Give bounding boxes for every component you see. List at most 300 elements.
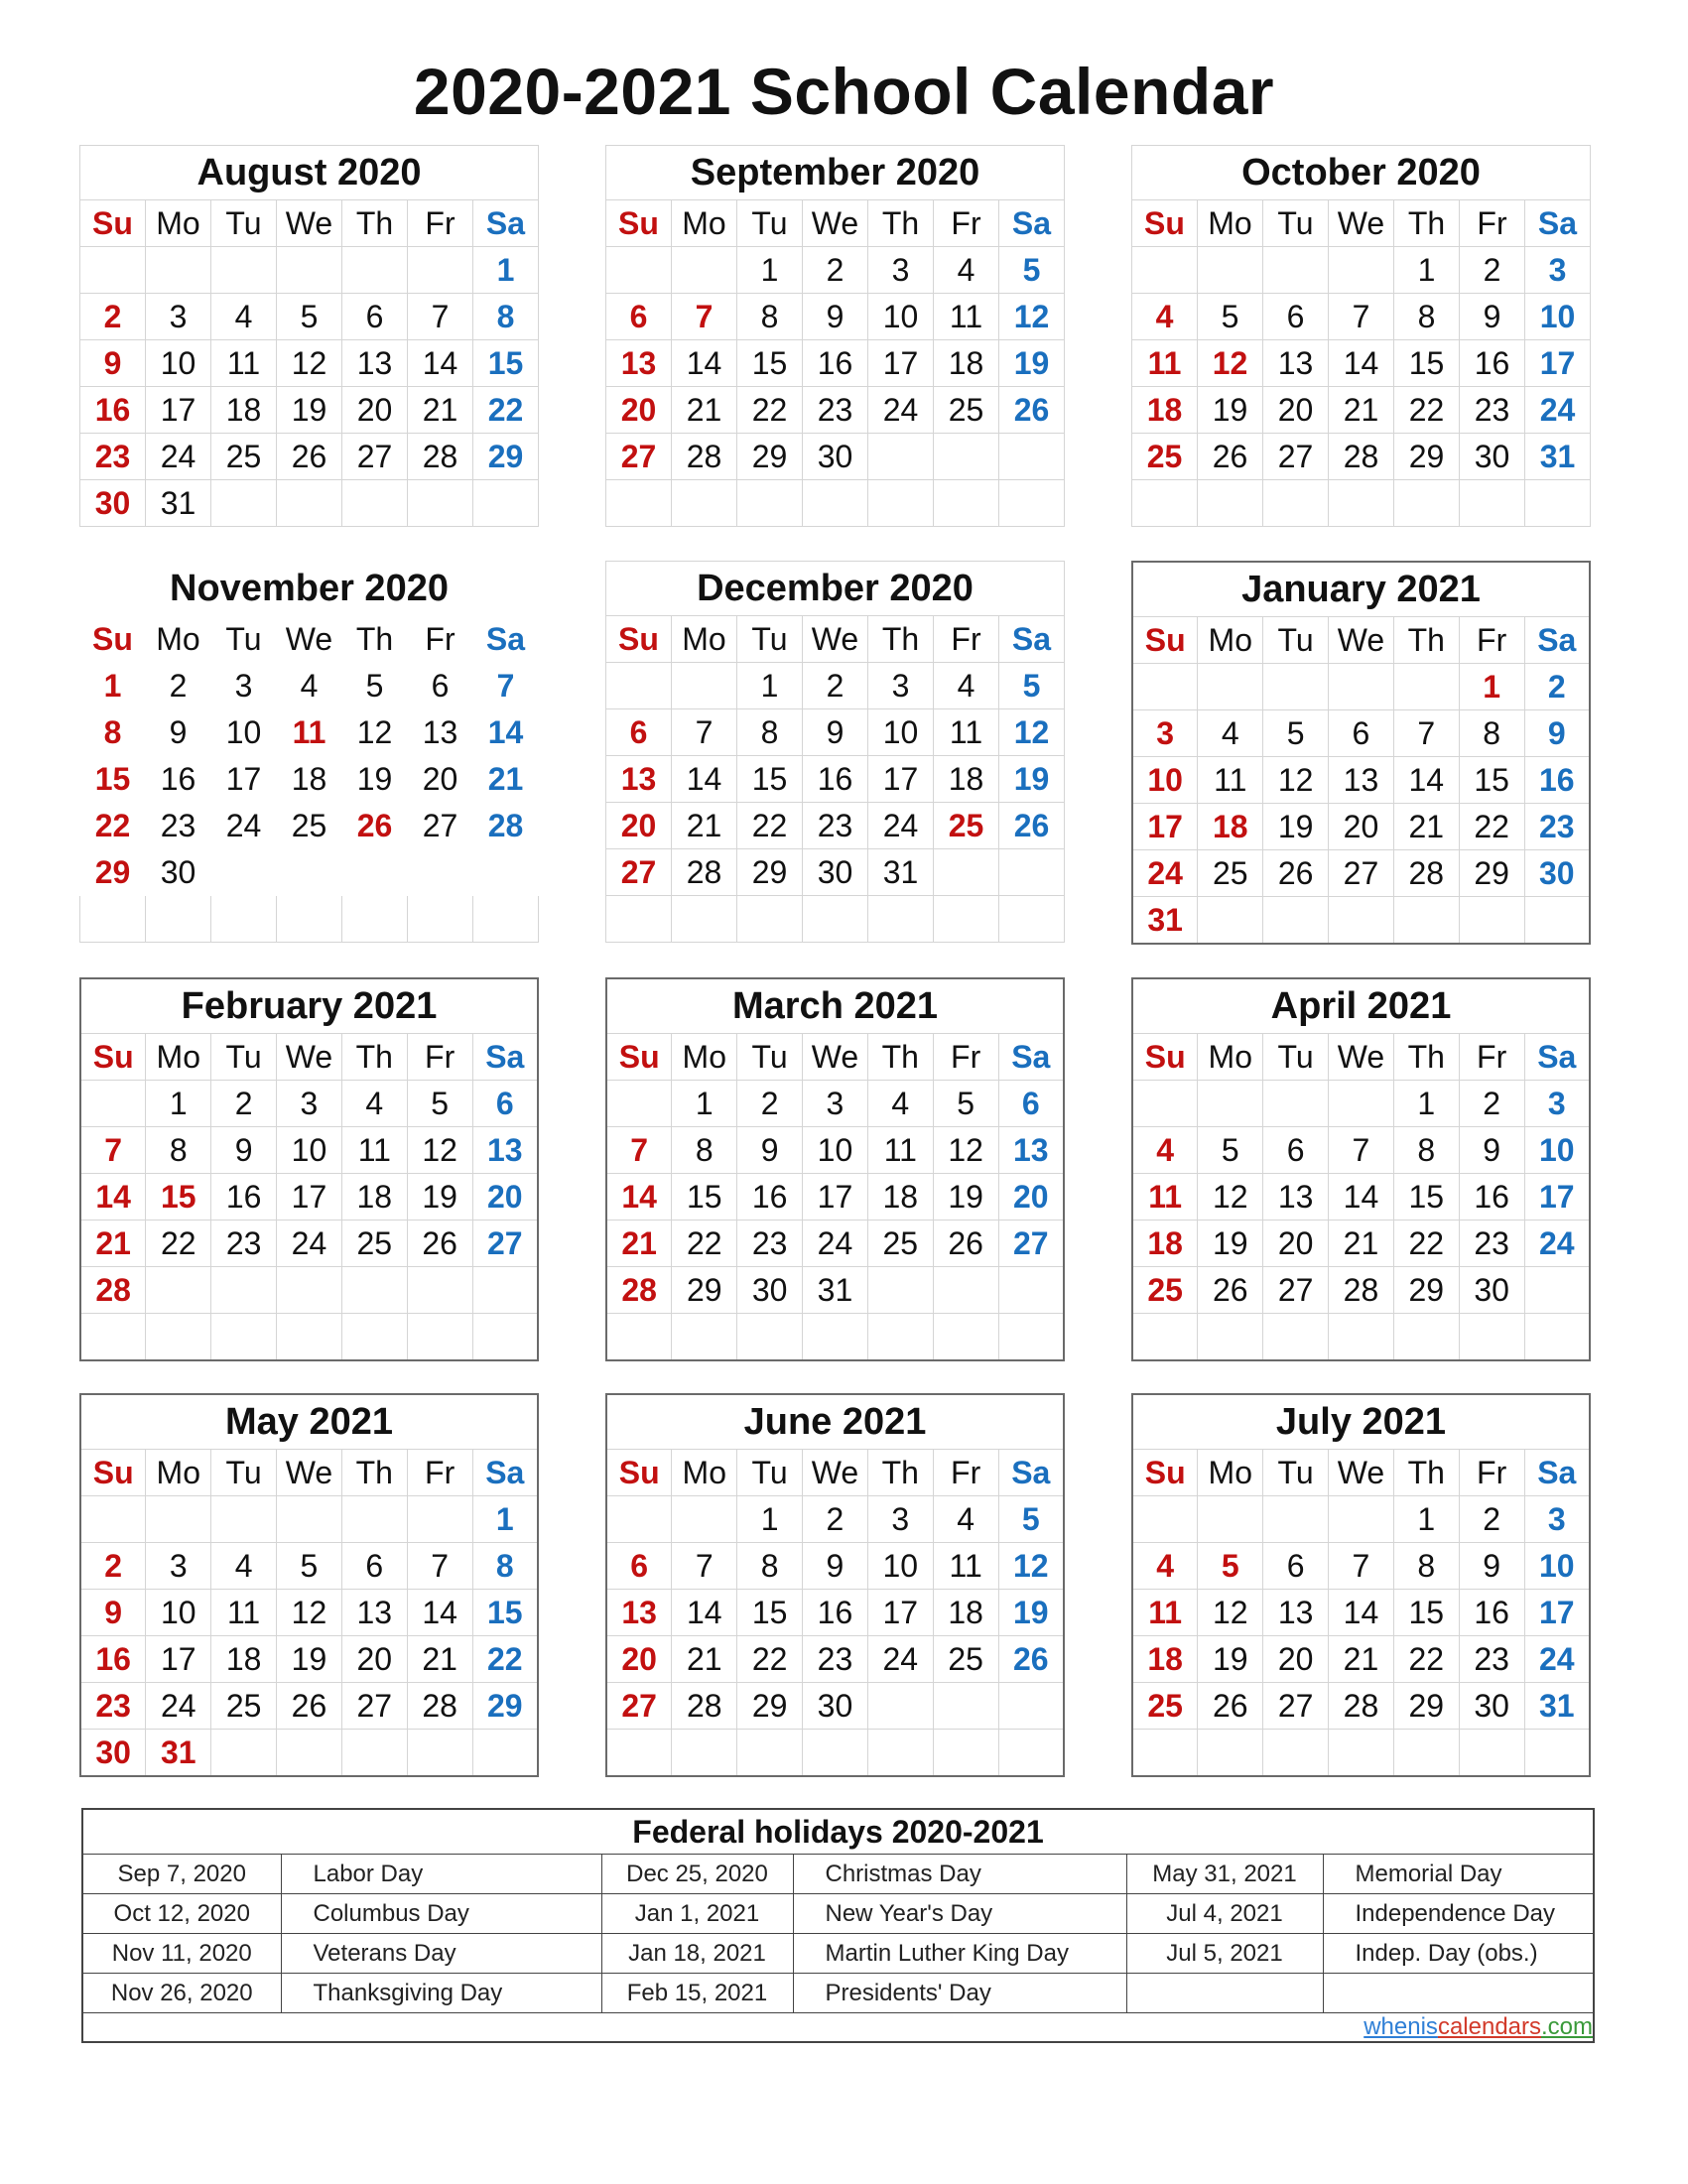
day-cell: 28 <box>1329 1683 1394 1730</box>
empty-day-cell <box>407 1267 472 1314</box>
day-cell: 4 <box>933 1496 998 1543</box>
day-cell: 3 <box>803 1081 868 1127</box>
weekday-header: Sa <box>472 1450 538 1496</box>
weekday-header: Mo <box>1198 617 1263 664</box>
day-cell: 29 <box>737 1683 803 1730</box>
empty-day-cell <box>342 480 408 527</box>
weekday-header: We <box>803 200 868 247</box>
holiday-name: Christmas Day <box>793 1855 1126 1894</box>
day-cell: 25 <box>1132 1267 1198 1314</box>
day-cell: 21 <box>473 756 539 803</box>
month-grid <box>605 145 1065 527</box>
day-cell: 21 <box>407 1636 472 1683</box>
weekday-header: Sa <box>473 200 539 247</box>
day-cell: 16 <box>1459 1590 1524 1636</box>
empty-day-cell <box>473 896 539 943</box>
day-cell: 23 <box>803 1636 868 1683</box>
day-cell: 5 <box>407 1081 472 1127</box>
empty-day-cell <box>1263 1314 1329 1361</box>
day-cell: 10 <box>868 294 934 340</box>
empty-day-cell <box>1459 1730 1524 1777</box>
day-cell: 3 <box>1525 247 1591 294</box>
month-calendar <box>79 561 539 936</box>
holiday-name: Columbus Day <box>281 1894 601 1934</box>
day-cell: 16 <box>737 1174 803 1220</box>
day-cell: 22 <box>672 1220 737 1267</box>
weekday-header: Th <box>1394 200 1460 247</box>
day-cell: 17 <box>803 1174 868 1220</box>
empty-day-cell <box>737 1730 803 1777</box>
month-title: November 2020 <box>80 562 539 616</box>
empty-day-cell <box>407 1314 472 1361</box>
empty-day-cell <box>408 480 473 527</box>
day-cell: 12 <box>1198 340 1263 387</box>
day-cell: 22 <box>146 1220 211 1267</box>
day-cell: 4 <box>1132 294 1198 340</box>
day-cell: 29 <box>1393 1267 1459 1314</box>
empty-day-cell <box>606 663 672 709</box>
day-cell: 9 <box>80 340 146 387</box>
day-cell: 30 <box>1459 1267 1524 1314</box>
weekday-header: Th <box>868 616 934 663</box>
weekday-header: We <box>277 616 342 663</box>
month-title: April 2021 <box>1132 978 1590 1034</box>
day-cell: 14 <box>672 1590 737 1636</box>
day-cell: 8 <box>737 294 803 340</box>
empty-day-cell <box>1329 247 1394 294</box>
empty-day-cell <box>1329 1730 1394 1777</box>
day-cell: 13 <box>606 756 672 803</box>
day-cell: 25 <box>934 387 999 434</box>
empty-day-cell <box>407 1496 472 1543</box>
day-cell: 27 <box>1329 850 1394 897</box>
empty-day-cell <box>1460 480 1525 527</box>
empty-day-cell <box>341 1496 407 1543</box>
empty-day-cell <box>672 896 737 943</box>
day-cell: 27 <box>606 1683 672 1730</box>
day-cell: 10 <box>146 340 211 387</box>
weekday-header: Su <box>80 1034 146 1081</box>
day-cell: 30 <box>803 849 868 896</box>
day-cell: 7 <box>473 663 539 709</box>
weekday-header: We <box>1329 1450 1394 1496</box>
day-cell: 22 <box>1394 387 1460 434</box>
day-cell: 26 <box>277 434 342 480</box>
day-cell: 1 <box>672 1081 737 1127</box>
day-cell: 2 <box>211 1081 277 1127</box>
day-cell: 1 <box>1394 247 1460 294</box>
holiday-row <box>82 1855 1594 1894</box>
day-cell: 26 <box>1263 850 1329 897</box>
empty-day-cell <box>672 247 737 294</box>
day-cell: 5 <box>999 663 1065 709</box>
empty-day-cell <box>737 480 803 527</box>
month-grid <box>79 1393 539 1777</box>
day-cell: 9 <box>80 1590 146 1636</box>
day-cell: 4 <box>1198 710 1263 757</box>
empty-day-cell <box>999 849 1065 896</box>
day-cell: 14 <box>1393 757 1459 804</box>
month-grid <box>1131 145 1591 527</box>
empty-day-cell <box>867 1314 933 1361</box>
empty-day-cell <box>1329 480 1394 527</box>
weekday-header: Sa <box>1524 1034 1590 1081</box>
empty-day-cell <box>1198 1496 1263 1543</box>
empty-day-cell <box>341 1314 407 1361</box>
day-cell: 28 <box>1329 1267 1394 1314</box>
month-calendar <box>1131 561 1591 936</box>
day-cell: 16 <box>146 756 211 803</box>
day-cell: 20 <box>341 1636 407 1683</box>
empty-day-cell <box>277 1314 342 1361</box>
holiday-name: Thanksgiving Day <box>281 1974 601 2013</box>
empty-day-cell <box>1393 664 1459 710</box>
day-cell: 8 <box>737 1543 803 1590</box>
day-cell: 6 <box>606 709 672 756</box>
day-cell: 14 <box>473 709 539 756</box>
empty-day-cell <box>473 849 539 896</box>
weekday-header: We <box>1329 617 1394 664</box>
day-cell: 10 <box>803 1127 868 1174</box>
day-cell: 31 <box>1132 897 1198 945</box>
day-cell: 16 <box>80 1636 146 1683</box>
day-cell: 16 <box>1524 757 1590 804</box>
weekday-header: Fr <box>1459 617 1524 664</box>
day-cell: 4 <box>934 663 999 709</box>
day-cell: 20 <box>1263 387 1329 434</box>
empty-day-cell <box>211 896 277 943</box>
empty-day-cell <box>867 1267 933 1314</box>
empty-day-cell <box>146 1496 211 1543</box>
day-cell: 3 <box>867 1496 933 1543</box>
empty-day-cell <box>933 1267 998 1314</box>
weekday-header: We <box>803 616 868 663</box>
day-cell: 31 <box>803 1267 868 1314</box>
day-cell: 27 <box>606 849 672 896</box>
day-cell: 24 <box>277 1220 342 1267</box>
weekday-header: Th <box>342 616 408 663</box>
empty-day-cell <box>1132 1496 1198 1543</box>
weekday-header: We <box>803 1450 868 1496</box>
day-cell: 19 <box>277 1636 342 1683</box>
day-cell: 20 <box>998 1174 1064 1220</box>
weekday-header: Su <box>1132 1450 1198 1496</box>
day-cell: 30 <box>803 434 868 480</box>
day-cell: 24 <box>1132 850 1198 897</box>
day-cell: 18 <box>341 1174 407 1220</box>
day-cell: 6 <box>1263 1543 1329 1590</box>
day-cell: 15 <box>1394 340 1460 387</box>
day-cell: 9 <box>211 1127 277 1174</box>
weekday-header: Th <box>341 1450 407 1496</box>
day-cell: 2 <box>80 294 146 340</box>
day-cell: 25 <box>867 1220 933 1267</box>
weekday-header: Mo <box>672 1450 737 1496</box>
day-cell: 12 <box>407 1127 472 1174</box>
day-cell: 19 <box>933 1174 998 1220</box>
day-cell: 29 <box>737 434 803 480</box>
day-cell: 2 <box>1524 664 1590 710</box>
day-cell: 7 <box>1329 1543 1394 1590</box>
day-cell: 1 <box>146 1081 211 1127</box>
day-cell: 23 <box>1460 387 1525 434</box>
day-cell: 4 <box>1132 1543 1198 1590</box>
day-cell: 24 <box>146 434 211 480</box>
empty-day-cell <box>933 1314 998 1361</box>
day-cell: 9 <box>803 709 868 756</box>
weekday-header: We <box>277 200 342 247</box>
day-cell: 3 <box>146 294 211 340</box>
empty-day-cell <box>1329 1314 1394 1361</box>
day-cell: 10 <box>211 709 277 756</box>
day-cell: 16 <box>1460 340 1525 387</box>
day-cell: 19 <box>999 340 1065 387</box>
day-cell: 7 <box>672 294 737 340</box>
day-cell: 3 <box>1524 1496 1590 1543</box>
day-cell: 11 <box>277 709 342 756</box>
day-cell: 29 <box>1459 850 1524 897</box>
day-cell: 26 <box>342 803 408 849</box>
empty-day-cell <box>803 1314 868 1361</box>
day-cell: 5 <box>998 1496 1064 1543</box>
holiday-row <box>82 1894 1594 1934</box>
day-cell: 21 <box>1329 387 1394 434</box>
weekday-header: Sa <box>999 200 1065 247</box>
weekday-header: Su <box>606 200 672 247</box>
day-cell: 11 <box>933 1543 998 1590</box>
weekday-header: We <box>277 1034 342 1081</box>
holidays-title: Federal holidays 2020-2021 <box>82 1809 1594 1855</box>
weekday-header: Fr <box>1459 1450 1524 1496</box>
day-cell: 7 <box>1393 710 1459 757</box>
day-cell: 6 <box>606 1543 672 1590</box>
day-cell: 27 <box>472 1220 538 1267</box>
empty-day-cell <box>998 1267 1064 1314</box>
weekday-header: Tu <box>211 200 277 247</box>
month-calendar <box>79 1393 539 1768</box>
holiday-date: Nov 26, 2020 <box>82 1974 281 2013</box>
weekday-header: Su <box>1132 200 1198 247</box>
day-cell: 16 <box>211 1174 277 1220</box>
empty-day-cell <box>211 849 277 896</box>
empty-day-cell <box>473 480 539 527</box>
day-cell: 2 <box>80 1543 146 1590</box>
day-cell: 15 <box>737 756 803 803</box>
day-cell: 24 <box>868 387 934 434</box>
day-cell: 31 <box>868 849 934 896</box>
day-cell: 26 <box>999 803 1065 849</box>
empty-day-cell <box>146 247 211 294</box>
day-cell: 21 <box>1329 1220 1394 1267</box>
empty-day-cell <box>934 480 999 527</box>
empty-day-cell <box>606 480 672 527</box>
day-cell: 28 <box>80 1267 146 1314</box>
empty-day-cell <box>407 1730 472 1777</box>
empty-day-cell <box>277 1496 342 1543</box>
day-cell: 25 <box>933 1636 998 1683</box>
month-calendar <box>79 145 539 520</box>
holiday-date: Jul 4, 2021 <box>1126 1894 1323 1934</box>
day-cell: 4 <box>211 1543 277 1590</box>
weekday-header: Fr <box>934 616 999 663</box>
day-cell: 9 <box>1459 1127 1524 1174</box>
day-cell: 22 <box>737 387 803 434</box>
empty-day-cell <box>606 896 672 943</box>
empty-day-cell <box>146 896 211 943</box>
weekday-header: Tu <box>1263 1034 1329 1081</box>
empty-day-cell <box>1132 480 1198 527</box>
weekday-header: We <box>1329 1034 1394 1081</box>
day-cell: 15 <box>737 340 803 387</box>
day-cell: 5 <box>933 1081 998 1127</box>
month-title: March 2021 <box>606 978 1064 1034</box>
day-cell: 14 <box>408 340 473 387</box>
empty-day-cell <box>341 1730 407 1777</box>
day-cell: 7 <box>408 294 473 340</box>
day-cell: 10 <box>1524 1127 1590 1174</box>
day-cell: 16 <box>80 387 146 434</box>
day-cell: 20 <box>472 1174 538 1220</box>
day-cell: 7 <box>1329 1127 1394 1174</box>
day-cell: 5 <box>1263 710 1329 757</box>
holiday-name: Indep. Day (obs.) <box>1323 1934 1594 1974</box>
weekday-header: Th <box>1393 1034 1459 1081</box>
weekday-header: Th <box>868 200 934 247</box>
month-title: October 2020 <box>1132 146 1591 200</box>
day-cell: 19 <box>998 1590 1064 1636</box>
day-cell: 18 <box>867 1174 933 1220</box>
day-cell: 21 <box>408 387 473 434</box>
day-cell: 15 <box>146 1174 211 1220</box>
empty-day-cell <box>1393 1314 1459 1361</box>
weekday-header: Tu <box>737 200 803 247</box>
empty-day-cell <box>211 480 277 527</box>
credit-text[interactable]: .com <box>1541 2013 1594 2040</box>
empty-day-cell <box>80 247 146 294</box>
day-cell: 15 <box>1459 757 1524 804</box>
day-cell: 27 <box>998 1220 1064 1267</box>
empty-day-cell <box>80 1314 146 1361</box>
day-cell: 5 <box>1198 1127 1263 1174</box>
empty-day-cell <box>1263 1730 1329 1777</box>
day-cell: 6 <box>998 1081 1064 1127</box>
day-cell: 23 <box>1459 1636 1524 1683</box>
weekday-header: Sa <box>472 1034 538 1081</box>
day-cell: 18 <box>1198 804 1263 850</box>
empty-day-cell <box>1459 897 1524 945</box>
day-cell: 27 <box>342 434 408 480</box>
weekday-header: We <box>1329 200 1394 247</box>
day-cell: 1 <box>1459 664 1524 710</box>
day-cell: 29 <box>472 1683 538 1730</box>
empty-day-cell <box>211 1730 277 1777</box>
day-cell: 18 <box>933 1590 998 1636</box>
day-cell: 8 <box>473 294 539 340</box>
day-cell: 20 <box>342 387 408 434</box>
empty-day-cell <box>737 896 803 943</box>
month-calendar <box>605 977 1065 1352</box>
day-cell: 25 <box>1132 1683 1198 1730</box>
empty-day-cell <box>868 434 934 480</box>
day-cell: 25 <box>934 803 999 849</box>
day-cell: 4 <box>934 247 999 294</box>
month-calendar <box>1131 977 1591 1352</box>
month-title: September 2020 <box>606 146 1065 200</box>
day-cell: 28 <box>672 434 737 480</box>
empty-day-cell <box>1198 247 1263 294</box>
day-cell: 27 <box>606 434 672 480</box>
day-cell: 15 <box>737 1590 803 1636</box>
empty-day-cell <box>146 1314 211 1361</box>
day-cell: 13 <box>1263 340 1329 387</box>
day-cell: 22 <box>1393 1220 1459 1267</box>
empty-day-cell <box>1263 1496 1329 1543</box>
empty-day-cell <box>1329 897 1394 945</box>
day-cell: 8 <box>1459 710 1524 757</box>
weekday-header: Su <box>80 1450 146 1496</box>
empty-day-cell <box>1132 1081 1198 1127</box>
day-cell: 28 <box>606 1267 672 1314</box>
day-cell: 15 <box>80 756 146 803</box>
empty-day-cell <box>1524 1314 1590 1361</box>
empty-day-cell <box>999 480 1065 527</box>
day-cell: 7 <box>80 1127 146 1174</box>
day-cell: 28 <box>408 434 473 480</box>
credit-text[interactable]: whenis <box>1363 2013 1438 2040</box>
weekday-header: Th <box>867 1034 933 1081</box>
day-cell: 3 <box>277 1081 342 1127</box>
day-cell: 31 <box>1524 1683 1590 1730</box>
day-cell: 2 <box>1460 247 1525 294</box>
day-cell: 7 <box>1329 294 1394 340</box>
day-cell: 4 <box>867 1081 933 1127</box>
empty-day-cell <box>1263 664 1329 710</box>
day-cell: 10 <box>867 1543 933 1590</box>
holiday-date: Nov 11, 2020 <box>82 1934 281 1974</box>
empty-day-cell <box>211 1314 277 1361</box>
day-cell: 21 <box>80 1220 146 1267</box>
holiday-name <box>1323 1974 1594 2013</box>
day-cell: 5 <box>277 1543 342 1590</box>
credit-link[interactable] <box>82 2013 1594 2043</box>
day-cell: 8 <box>1393 1543 1459 1590</box>
weekday-header: Mo <box>1198 200 1263 247</box>
weekday-header: Th <box>1393 1450 1459 1496</box>
day-cell: 5 <box>342 663 408 709</box>
holiday-name: Labor Day <box>281 1855 601 1894</box>
day-cell: 16 <box>1459 1174 1524 1220</box>
holiday-date: May 31, 2021 <box>1126 1855 1323 1894</box>
month-calendar <box>79 977 539 1352</box>
month-grid <box>1131 561 1591 945</box>
empty-day-cell <box>1459 1314 1524 1361</box>
day-cell: 28 <box>1393 850 1459 897</box>
weekday-header: Mo <box>672 1034 737 1081</box>
day-cell: 23 <box>80 1683 146 1730</box>
day-cell: 14 <box>1329 340 1394 387</box>
empty-day-cell <box>341 1267 407 1314</box>
day-cell: 22 <box>472 1636 538 1683</box>
credit-text[interactable]: calendars <box>1437 2013 1541 2040</box>
day-cell: 6 <box>408 663 473 709</box>
day-cell: 2 <box>1459 1081 1524 1127</box>
holiday-name: New Year's Day <box>793 1894 1126 1934</box>
empty-day-cell <box>277 247 342 294</box>
day-cell: 1 <box>737 247 803 294</box>
day-cell: 25 <box>211 1683 277 1730</box>
month-title: December 2020 <box>606 562 1065 616</box>
weekday-header: Su <box>80 200 146 247</box>
